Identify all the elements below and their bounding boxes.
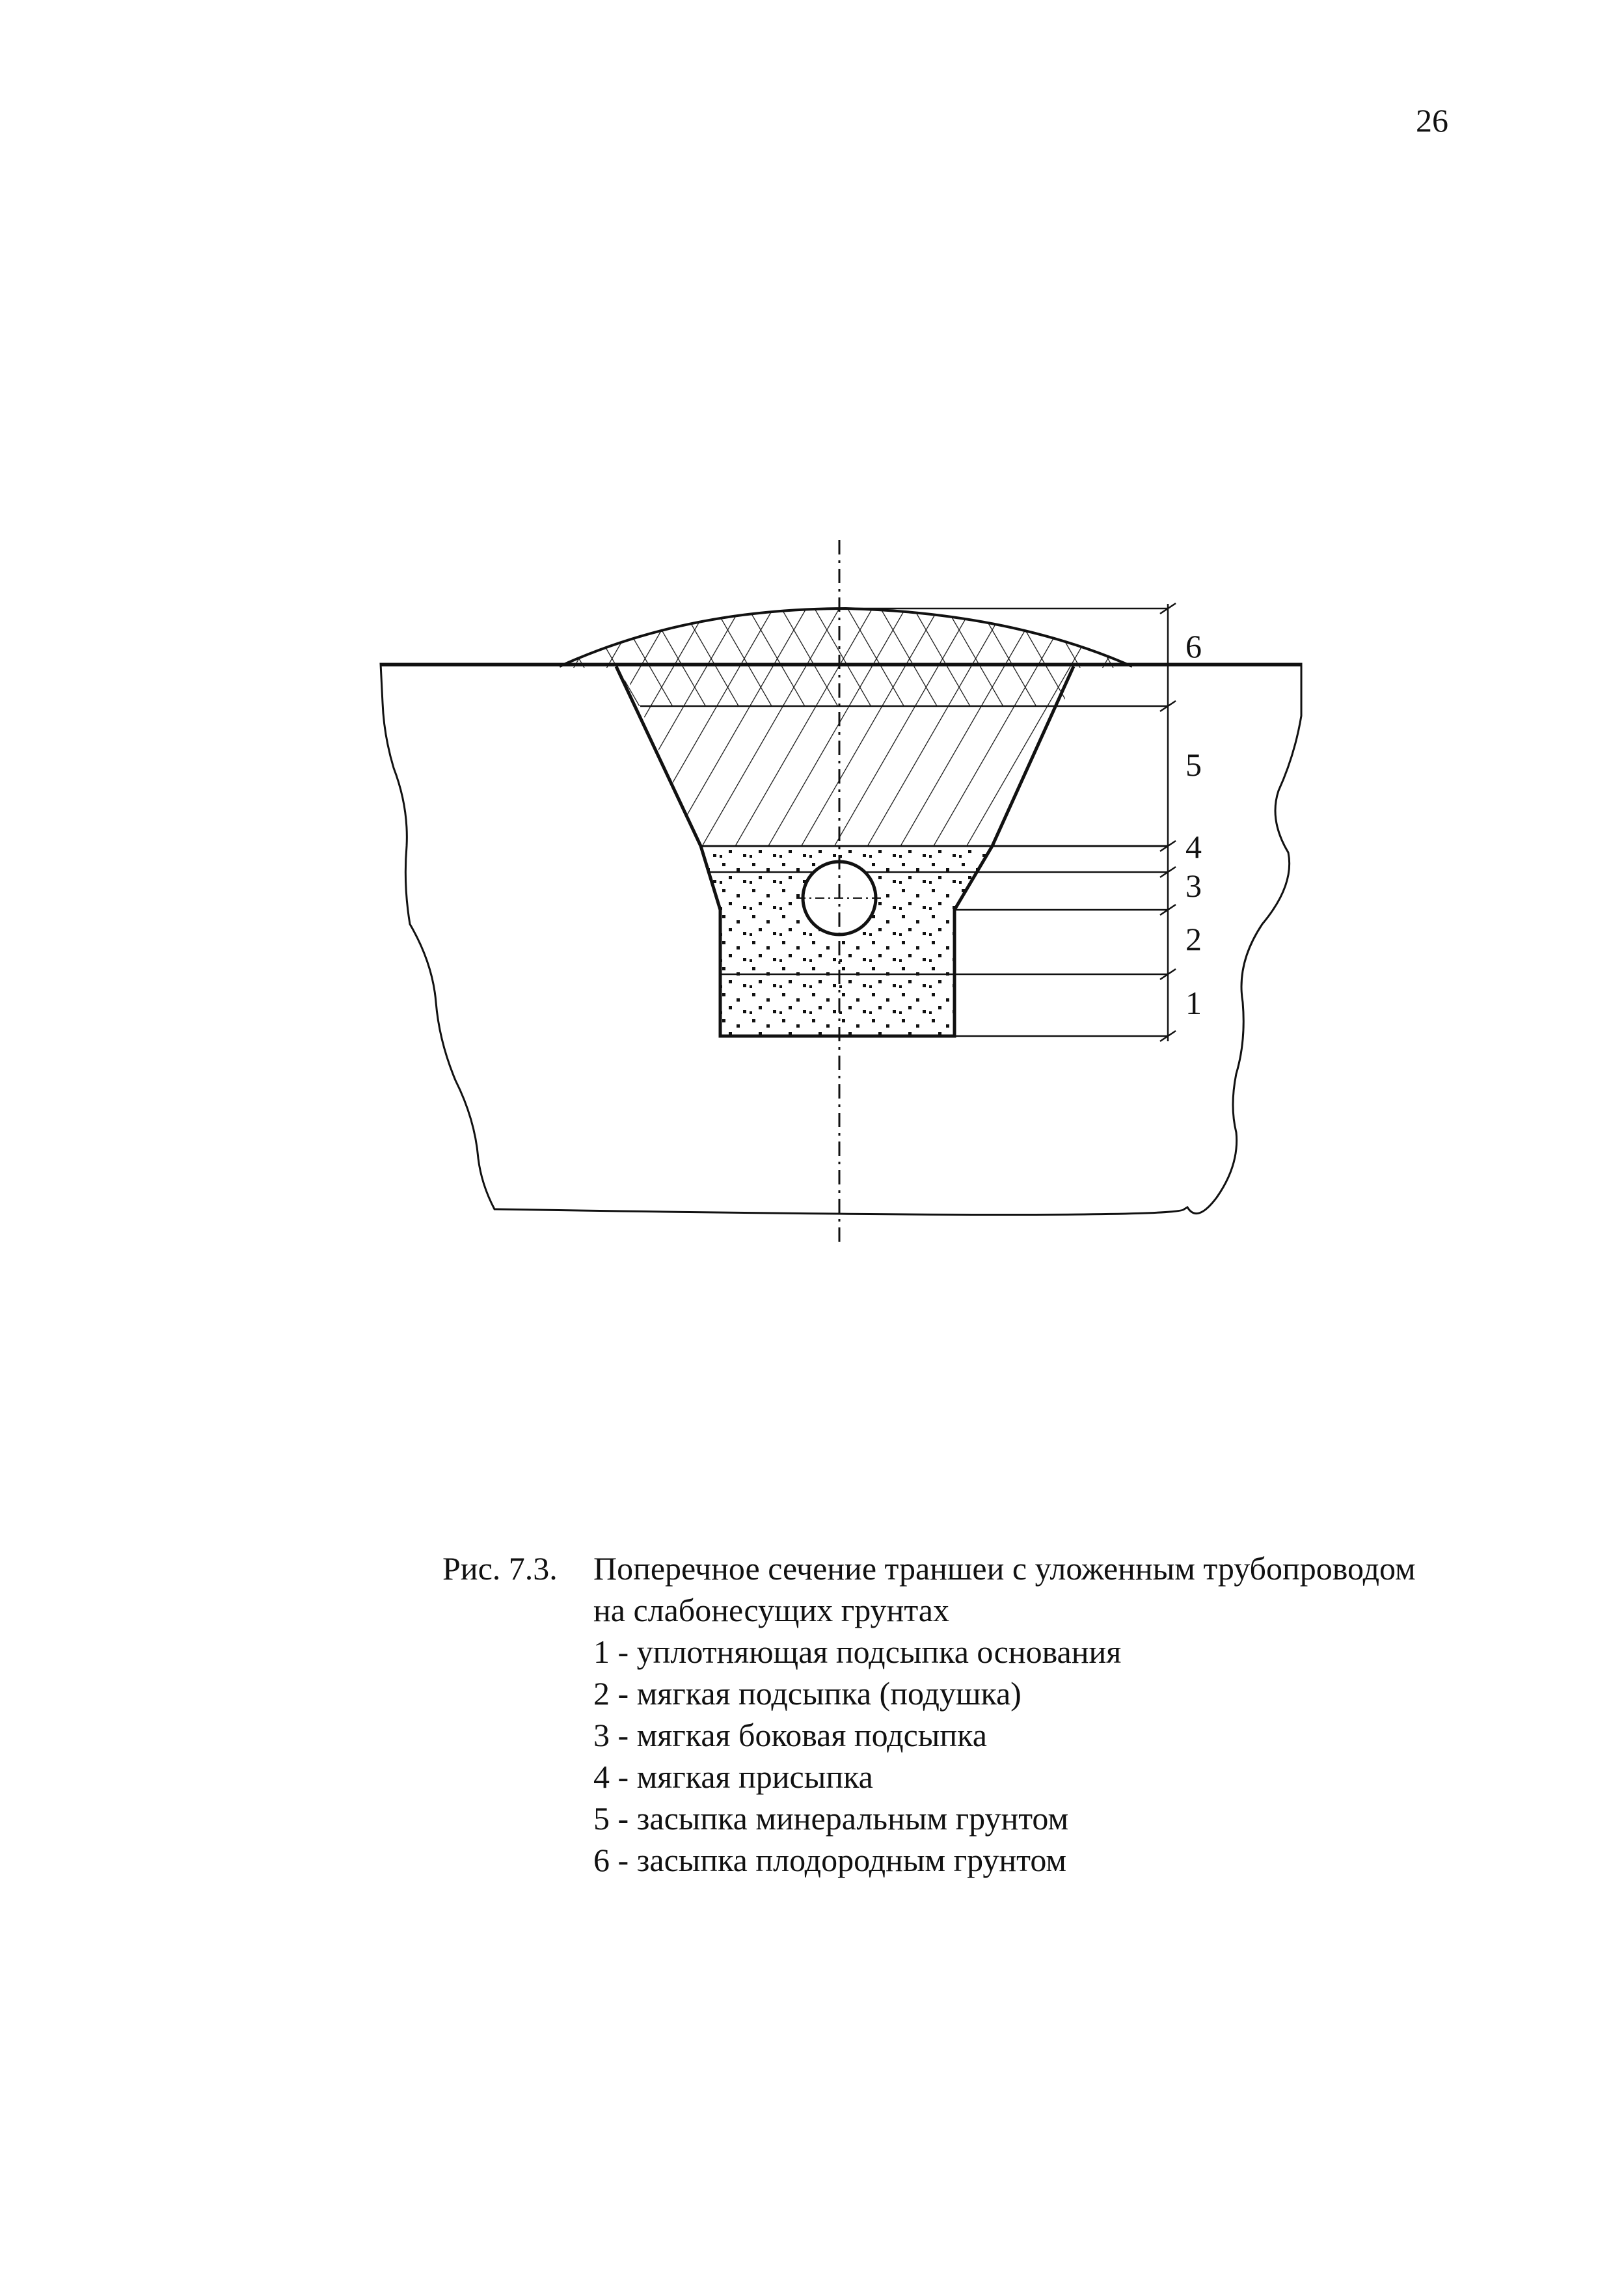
figure-title: Поперечное сечение траншеи с уложенным трубопроводом на слабонесущих грунтах	[593, 1550, 1416, 1628]
legend-item: 1 - уплотняющая подсыпка основания	[593, 1634, 1122, 1670]
page-number: 26	[1416, 102, 1448, 139]
legend-list	[442, 1631, 1418, 1881]
layer-1-label: 1	[1185, 985, 1202, 1021]
figure-caption	[442, 1548, 1418, 1881]
layer-3-label: 3	[1185, 868, 1202, 904]
layer-5-label: 5	[1185, 746, 1202, 783]
legend-item: 2 - мягкая подсыпка (подушка)	[593, 1675, 1022, 1712]
layer-4-label: 4	[1185, 828, 1202, 865]
legend-item: 4 - мягкая присыпка	[593, 1758, 873, 1795]
layer-6-label: 6	[1185, 628, 1202, 664]
figure-label: Рис. 7.3.	[442, 1550, 558, 1587]
layer-2-label: 2	[1185, 921, 1202, 957]
legend-item: 6 - засыпка плодородным грунтом	[593, 1842, 1067, 1878]
layer-6-band-crosshatch	[623, 668, 1070, 706]
legend-item: 5 - засыпка минеральным грунтом	[593, 1800, 1069, 1837]
legend-item: 3 - мягкая боковая подсыпка	[593, 1717, 987, 1753]
caption-title-row	[442, 1548, 1418, 1631]
